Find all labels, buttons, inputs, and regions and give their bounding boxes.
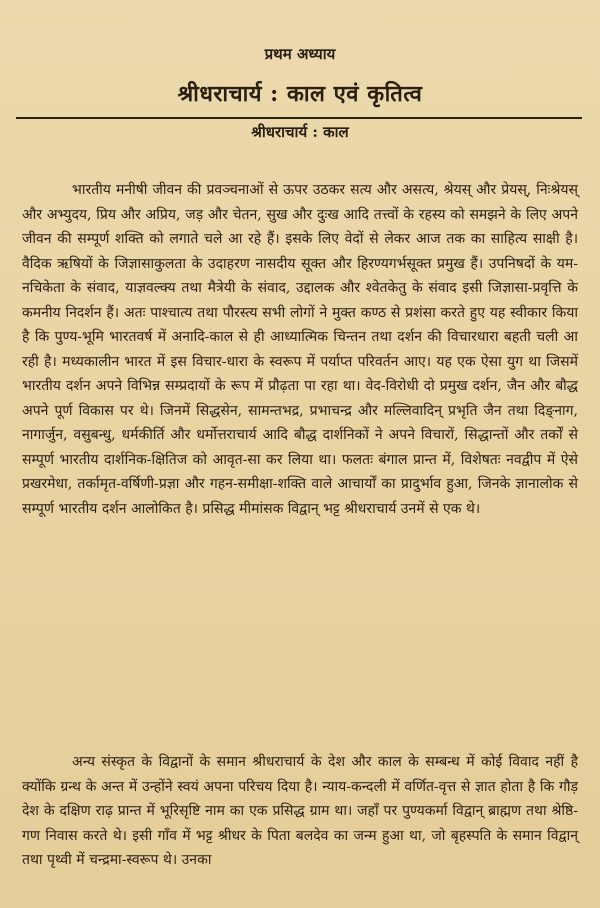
paragraph-1: भारतीय मनीषी जीवन की प्रवञ्चनाओं से ऊपर उठकर सत्य और असत्य, श्रेयस् और प्रेयस्, निःश्रेयस् और अभ्युदय, प्रिय और अप्रिय, जड़ और चेतन, सुख और दुःख आदि तत्त्वों के रहस्य को समझने के लिए अपने जीवन की सम्पूर्ण शक्ति को लगाते चले आ रहे हैं। इसके लिए वेदों से लेकर आज तक का साहित्य साक्षी है। वैदिक ऋषियों के जिज्ञासाकुलता के उदाहरण नासदीय सूक्त और हिरण्यगर्भसूक्त प्रमुख हैं। उपनिषदों के यम-नचिकेता के संवाद, याज्ञवल्क्य तथा मैत्रेयी के संवाद, उद्दालक और श्वेतकेतु के संवाद इसी जिज्ञासा-प्रवृत्ति के कमनीय निदर्शन हैं। अतः पाश्चात्य तथा पौरस्त्य सभी लोगों ने मुक्त कण्ठ से प्रशंसा करते हुए यह स्वीकार किया है कि पुण्य-भूमि भारतवर्ष में अनादि-काल से ही आध्यात्मिक चिन्तन तथा दर्शन की विचारधारा बहती चली आ रही है। मध्यकालीन भारत में इस विचार-धारा के स्वरूप में पर्याप्त परिवर्तन आए। यह एक ऐसा युग था जिसमें भारतीय दर्शन अपने विभिन्न सम्प्रदायों के रूप में प्रौढ़ता पा रहा था। वेद-विरोधी दो प्रमुख दर्शन, जैन और बौद्ध अपने पूर्ण विकास पर थे। जिनमें सिद्धसेन, सामन्तभद्र, प्रभाचन्द्र और मल्लिवादिन् प्रभृति जैन तथा दिङ्नाग, नागार्जुन, वसुबन्धु, धर्मकीर्ति और धर्मोत्तराचार्य आदि बौद्ध दार्शनिकों ने अपने विचारों, सिद्धान्तों और तर्कों से सम्पूर्ण भारतीय दार्शनिक-क्षितिज को आवृत-सा कर लिया था। फलतः बंगाल प्रान्त में, विशेषतः नवद्वीप में ऐसे प्रखरमेधा, तर्कामृत-वर्षिणी-प्रज्ञा और गहन-समीक्षा-शक्ति वाले आचार्यों का प्रादुर्भाव हुआ, जिनके ज्ञानालोक से सम्पूर्ण भारतीय दर्शन आलोकित है। प्रसिद्ध मीमांसक विद्वान् भट्ट श्रीधराचार्य उनमें से एक थे। [22, 182, 578, 517]
section-heading: श्रीधराचार्य : काल [251, 123, 349, 141]
paragraph-2: अन्य संस्कृत के विद्वानों के समान श्रीधराचार्य के देश और काल के सम्बन्ध में कोई विवाद नहीं है क्योंकि ग्रन्थ के अन्त में उन्होंने स्वयं अपना परिचय दिया है। न्याय-कन्दली में वर्णित-वृत्त से ज्ञात होता है कि गौड़ देश के दक्षिण राढ़ प्रान्त में भूरिसृष्टि नाम का एक प्रसिद्ध ग्राम था। जहाँ पर पुण्यकर्मा विद्वान् ब्राह्मण तथा श्रेष्ठि-गण निवास करते थे। इसी गाँव में भट्ट श्रीधर के पिता बलदेव का जन्म हुआ था, जो बृहस्पति के समान विद्वान् तथा पृथ्वी में चन्द्रमा-स्वरूप थे। उनका [22, 754, 578, 868]
chapter-label: प्रथम अध्याय [264, 45, 336, 63]
header-rule [16, 117, 582, 119]
chapter-title: श्रीधराचार्य : काल एवं कृतित्व [177, 81, 423, 107]
